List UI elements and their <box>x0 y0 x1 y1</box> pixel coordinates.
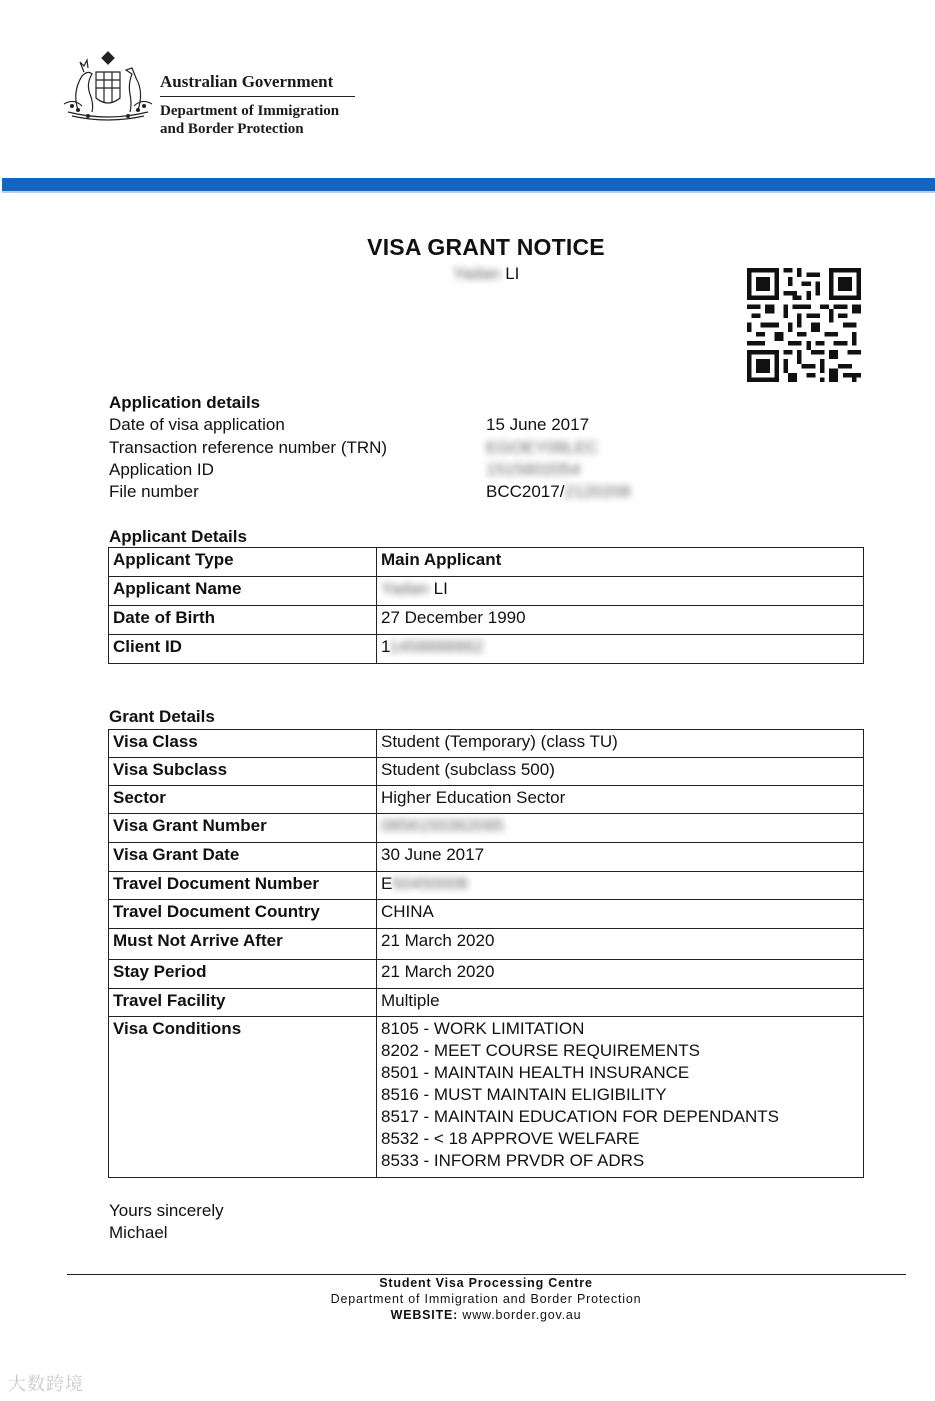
application-row-label: File number <box>109 482 199 501</box>
government-title: Australian Government <box>160 72 334 91</box>
row-label: Travel Document Country <box>109 900 377 929</box>
table-row <box>109 606 864 635</box>
row-label: Stay Period <box>109 960 377 989</box>
list-item: 8517 - MAINTAIN EDUCATION FOR DEPENDANTS <box>381 1107 779 1126</box>
value-text: CHINA <box>381 902 434 921</box>
row-label: Client ID <box>109 635 377 664</box>
table-row <box>109 758 864 786</box>
footer-website-link[interactable]: www.border.gov.au <box>462 1308 582 1322</box>
list-item: 8501 - MAINTAIN HEALTH INSURANCE <box>381 1063 690 1082</box>
sign-off <box>109 1200 224 1244</box>
redacted-value: 1515602054 <box>486 460 581 479</box>
row-value <box>377 929 864 960</box>
value-text: 27 December 1990 <box>381 608 526 627</box>
value-text: BCC2017/ <box>486 482 565 501</box>
watermark: 大数跨境 <box>8 1374 84 1394</box>
redacted-value: EGOEY08LEC <box>486 438 599 457</box>
value-text: 1 <box>381 637 390 656</box>
redacted-value: 1458888862 <box>389 637 484 656</box>
row-value <box>377 786 864 814</box>
value-text: 30 June 2017 <box>381 845 485 864</box>
page-title: VISA GRANT NOTICE <box>367 234 605 260</box>
redacted-value: 50450008 <box>392 874 468 893</box>
application-row-label: Date of visa application <box>109 415 285 434</box>
closing-line: Yours sincerely <box>109 1201 224 1220</box>
grant-details-table <box>108 729 864 1178</box>
row-label: Visa Grant Date <box>109 843 377 872</box>
row-value <box>377 960 864 989</box>
row-value <box>377 843 864 872</box>
list-item: 8516 - MUST MAINTAIN ELIGIBILITY <box>381 1085 667 1104</box>
table-row <box>109 989 864 1017</box>
row-value <box>377 635 864 664</box>
value-text: E <box>381 874 393 893</box>
redacted-value: 2120208 <box>564 482 631 501</box>
value-text: LI <box>433 579 448 598</box>
table-row <box>109 635 864 664</box>
table-row <box>109 548 864 577</box>
applicant-details-heading: Applicant Details <box>109 527 247 546</box>
grant-details-heading: Grant Details <box>109 707 215 726</box>
row-label: Visa Grant Number <box>109 814 377 843</box>
table-row <box>109 577 864 606</box>
department-line-2: and Border Protection <box>160 121 304 137</box>
value-text: 15 June 2017 <box>486 415 590 434</box>
value-text: 21 March 2020 <box>381 962 495 981</box>
table-row <box>109 843 864 872</box>
footer-department: Department of Immigration and Border Protection <box>330 1292 642 1306</box>
value-text: Student (Temporary) (class TU) <box>381 732 618 751</box>
application-row-value <box>486 437 598 459</box>
footer <box>0 1275 935 1323</box>
application-row-value <box>486 481 631 503</box>
application-row-label: Application ID <box>109 460 214 479</box>
department-name <box>160 102 339 138</box>
value-text: Student (subclass 500) <box>381 760 555 779</box>
application-row-value <box>486 414 589 436</box>
row-label: Travel Document Number <box>109 872 377 900</box>
footer-centre: Student Visa Processing Centre <box>379 1276 593 1290</box>
value-text: Multiple <box>381 991 440 1010</box>
qr-code <box>747 268 861 382</box>
table-row <box>109 814 864 843</box>
table-row <box>109 929 864 960</box>
table-row <box>109 872 864 900</box>
application-row-value <box>486 459 581 481</box>
row-label: Travel Facility <box>109 989 377 1017</box>
redacted-value: 0856150362095 <box>381 816 504 835</box>
table-row <box>109 960 864 989</box>
list-item: 8105 - WORK LIMITATION <box>381 1019 585 1038</box>
row-value <box>377 814 864 843</box>
row-value <box>377 989 864 1017</box>
table-row <box>109 730 864 758</box>
value-text: 21 March 2020 <box>381 931 495 950</box>
redacted-value: Yadan <box>381 579 429 598</box>
header-blue-bar <box>2 178 935 191</box>
applicant-details-table <box>108 547 864 664</box>
list-item: 8202 - MEET COURSE REQUIREMENTS <box>381 1041 700 1060</box>
table-row <box>109 1017 864 1178</box>
footer-website-label: WEBSITE: <box>390 1308 459 1322</box>
row-label: Sector <box>109 786 377 814</box>
row-label: Visa Subclass <box>109 758 377 786</box>
row-value <box>377 758 864 786</box>
row-label: Applicant Name <box>109 577 377 606</box>
redacted-given-name: Yadan <box>452 264 501 283</box>
row-value <box>377 730 864 758</box>
coat-of-arms-logo <box>58 50 158 126</box>
value-text: Main Applicant <box>381 550 502 569</box>
row-value <box>377 577 864 606</box>
row-label: Must Not Arrive After <box>109 929 377 960</box>
row-value <box>377 548 864 577</box>
row-value <box>377 900 864 929</box>
header-blue-bar-shadow <box>2 191 935 193</box>
value-text: Higher Education Sector <box>381 788 566 807</box>
application-details-heading: Application details <box>109 393 261 412</box>
list-item: 8533 - INFORM PRVDR OF ADRS <box>381 1151 645 1170</box>
row-label: Visa Class <box>109 730 377 758</box>
list-item: 8532 - < 18 APPROVE WELFARE <box>381 1129 640 1148</box>
signatory-name: Michael <box>109 1223 168 1242</box>
row-label: Applicant Type <box>109 548 377 577</box>
table-row <box>109 786 864 814</box>
row-label: Date of Birth <box>109 606 377 635</box>
table-row <box>109 900 864 929</box>
surname: LI <box>505 264 520 283</box>
visa-conditions-list <box>377 1017 864 1178</box>
row-label: Visa Conditions <box>109 1017 377 1178</box>
header-divider <box>160 96 355 97</box>
row-value <box>377 606 864 635</box>
application-row-label: Transaction reference number (TRN) <box>109 438 388 457</box>
row-value <box>377 872 864 900</box>
department-line-1: Department of Immigration <box>160 103 340 119</box>
